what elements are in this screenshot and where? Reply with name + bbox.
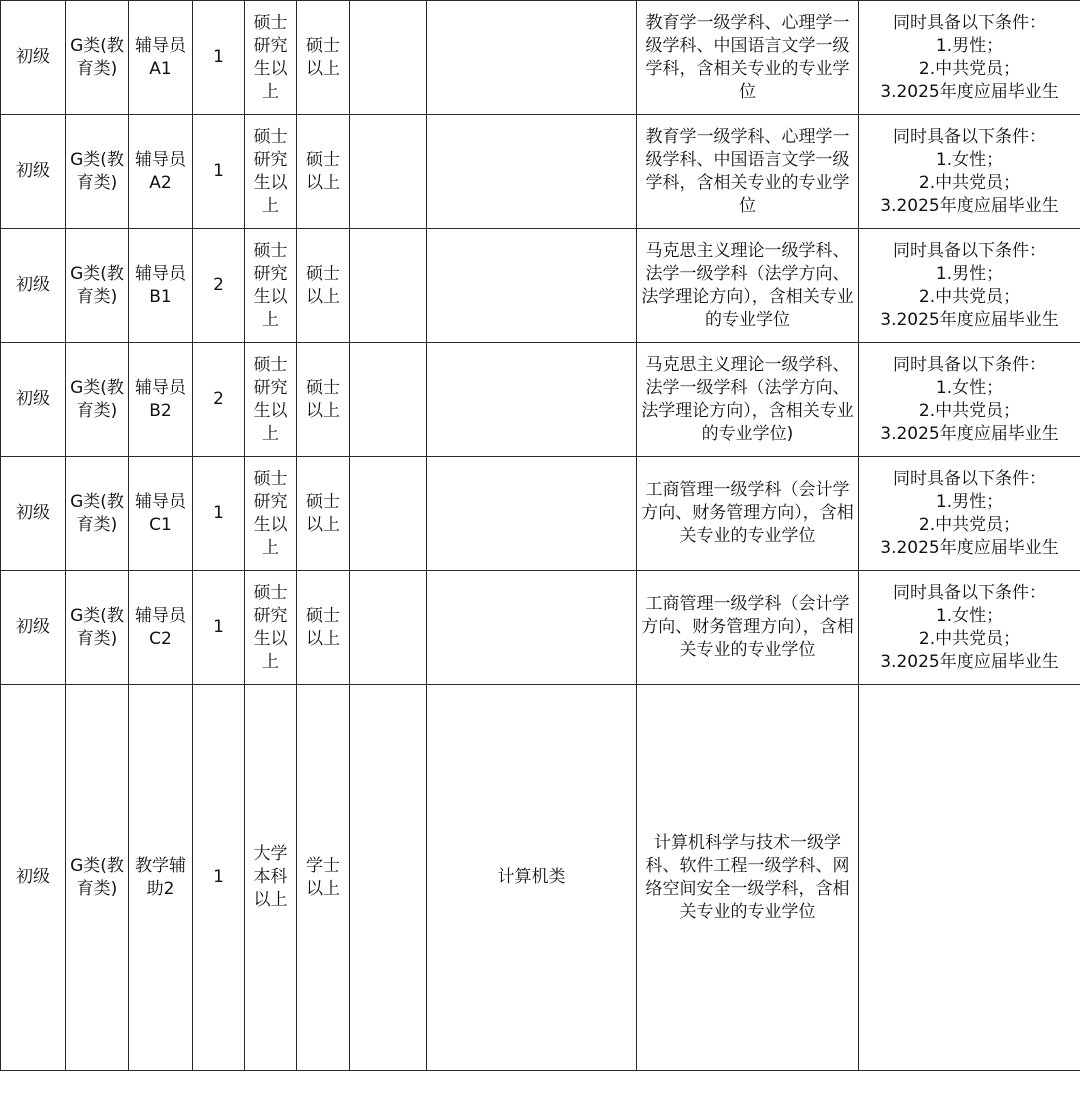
condition-line: 3.2025年度应届毕业生: [880, 537, 1059, 558]
cell-degree: 学士以上: [297, 685, 350, 1071]
condition-line: 3.2025年度应届毕业生: [880, 195, 1059, 216]
cell-level: 初级: [1, 457, 66, 571]
condition-line: 2.中共党员；: [918, 286, 1021, 307]
cell-category: G类(教育类): [66, 115, 129, 229]
cell-conditions: [859, 343, 1080, 457]
condition-line: 同时具备以下条件：: [893, 240, 1046, 261]
condition-line: 1.男性；: [935, 491, 1004, 512]
condition-line: 同时具备以下条件：: [893, 354, 1046, 375]
condition-line: 2.中共党员；: [918, 58, 1021, 79]
condition-line: 同时具备以下条件：: [893, 126, 1046, 147]
table-row: [1, 685, 1080, 1071]
cell-blank: [350, 685, 427, 1071]
cell-conditions: [859, 571, 1080, 685]
condition-line: 2.中共党员；: [918, 400, 1021, 421]
table-body: [1, 1, 1080, 1071]
table-row: [1, 1, 1080, 115]
cell-post: 辅导员C1: [129, 457, 193, 571]
cell-category: G类(教育类): [66, 571, 129, 685]
cell-blank: [350, 457, 427, 571]
cell-major-undergrad: [427, 115, 637, 229]
cell-degree: 硕士以上: [297, 1, 350, 115]
cell-level: 初级: [1, 229, 66, 343]
cell-major-undergrad: [427, 457, 637, 571]
cell-major-grad: 教育学一级学科、心理学一级学科、中国语言文学一级学科，含相关专业的专业学位: [637, 1, 859, 115]
cell-conditions: [859, 1, 1080, 115]
condition-line: 2.中共党员；: [918, 172, 1021, 193]
cell-blank: [350, 115, 427, 229]
cell-degree: 硕士以上: [297, 115, 350, 229]
cell-category: G类(教育类): [66, 229, 129, 343]
cell-major-undergrad: [427, 571, 637, 685]
cell-major-grad: 计算机科学与技术一级学科、软件工程一级学科、网络空间安全一级学科，含相关专业的专业学位: [637, 685, 859, 1071]
cell-category: G类(教育类): [66, 685, 129, 1071]
table-row: [1, 343, 1080, 457]
cell-category: G类(教育类): [66, 343, 129, 457]
cell-major-undergrad: 计算机类: [427, 685, 637, 1071]
table-row: [1, 457, 1080, 571]
cell-major-grad: 工商管理一级学科（会计学方向、财务管理方向），含相关专业的专业学位: [637, 571, 859, 685]
cell-major-grad: 马克思主义理论一级学科、法学一级学科（法学方向、法学理论方向），含相关专业的专业学位: [637, 229, 859, 343]
cell-count: 1: [193, 1, 245, 115]
cell-count: 1: [193, 457, 245, 571]
cell-category: G类(教育类): [66, 457, 129, 571]
cell-degree: 硕士以上: [297, 457, 350, 571]
cell-post: 辅导员A2: [129, 115, 193, 229]
cell-level: 初级: [1, 571, 66, 685]
cell-conditions: [859, 115, 1080, 229]
condition-line: 1.女性；: [935, 605, 1004, 626]
cell-blank: [350, 1, 427, 115]
cell-level: 初级: [1, 343, 66, 457]
condition-line: 1.男性；: [935, 35, 1004, 56]
cell-blank: [350, 343, 427, 457]
cell-conditions: [859, 229, 1080, 343]
cell-education: 硕士研究生以上: [245, 457, 297, 571]
cell-blank: [350, 571, 427, 685]
cell-level: 初级: [1, 115, 66, 229]
cell-count: 2: [193, 229, 245, 343]
condition-line: 1.男性；: [935, 263, 1004, 284]
cell-education: 硕士研究生以上: [245, 229, 297, 343]
condition-line: 同时具备以下条件：: [893, 582, 1046, 603]
table-row: [1, 229, 1080, 343]
cell-degree: 硕士以上: [297, 571, 350, 685]
condition-line: 同时具备以下条件：: [893, 468, 1046, 489]
cell-category: G类(教育类): [66, 1, 129, 115]
cell-education: 硕士研究生以上: [245, 1, 297, 115]
cell-count: 2: [193, 343, 245, 457]
cell-level: 初级: [1, 685, 66, 1071]
cell-post: 辅导员C2: [129, 571, 193, 685]
table-row: [1, 115, 1080, 229]
cell-post: 教学辅助2: [129, 685, 193, 1071]
cell-education: 硕士研究生以上: [245, 343, 297, 457]
table-row: [1, 571, 1080, 685]
condition-line: 1.女性；: [935, 377, 1004, 398]
cell-post: 辅导员B2: [129, 343, 193, 457]
condition-line: 同时具备以下条件：: [893, 12, 1046, 33]
cell-major-undergrad: [427, 229, 637, 343]
condition-line: 3.2025年度应届毕业生: [880, 423, 1059, 444]
cell-count: 1: [193, 115, 245, 229]
cell-post: 辅导员B1: [129, 229, 193, 343]
cell-count: 1: [193, 571, 245, 685]
cell-education: 硕士研究生以上: [245, 571, 297, 685]
cell-conditions: [859, 457, 1080, 571]
condition-line: 2.中共党员；: [918, 628, 1021, 649]
cell-major-grad: 工商管理一级学科（会计学方向、财务管理方向），含相关专业的专业学位: [637, 457, 859, 571]
condition-line: 1.女性；: [935, 149, 1004, 170]
cell-education: 大学本科以上: [245, 685, 297, 1071]
condition-line: 2.中共党员；: [918, 514, 1021, 535]
cell-education: 硕士研究生以上: [245, 115, 297, 229]
page-bottom-margin: [0, 1100, 1080, 1107]
cell-level: 初级: [1, 1, 66, 115]
cell-count: 1: [193, 685, 245, 1071]
cell-degree: 硕士以上: [297, 343, 350, 457]
cell-major-undergrad: [427, 343, 637, 457]
cell-degree: 硕士以上: [297, 229, 350, 343]
condition-line: 3.2025年度应届毕业生: [880, 81, 1059, 102]
cell-major-grad: 教育学一级学科、心理学一级学科、中国语言文学一级学科，含相关专业的专业学位: [637, 115, 859, 229]
cell-major-grad: 马克思主义理论一级学科、法学一级学科（法学方向、法学理论方向），含相关专业的专业学位): [637, 343, 859, 457]
cell-blank: [350, 229, 427, 343]
condition-line: 3.2025年度应届毕业生: [880, 651, 1059, 672]
cell-conditions: [859, 685, 1080, 1071]
condition-line: 3.2025年度应届毕业生: [880, 309, 1059, 330]
cell-major-undergrad: [427, 1, 637, 115]
cell-post: 辅导员A1: [129, 1, 193, 115]
